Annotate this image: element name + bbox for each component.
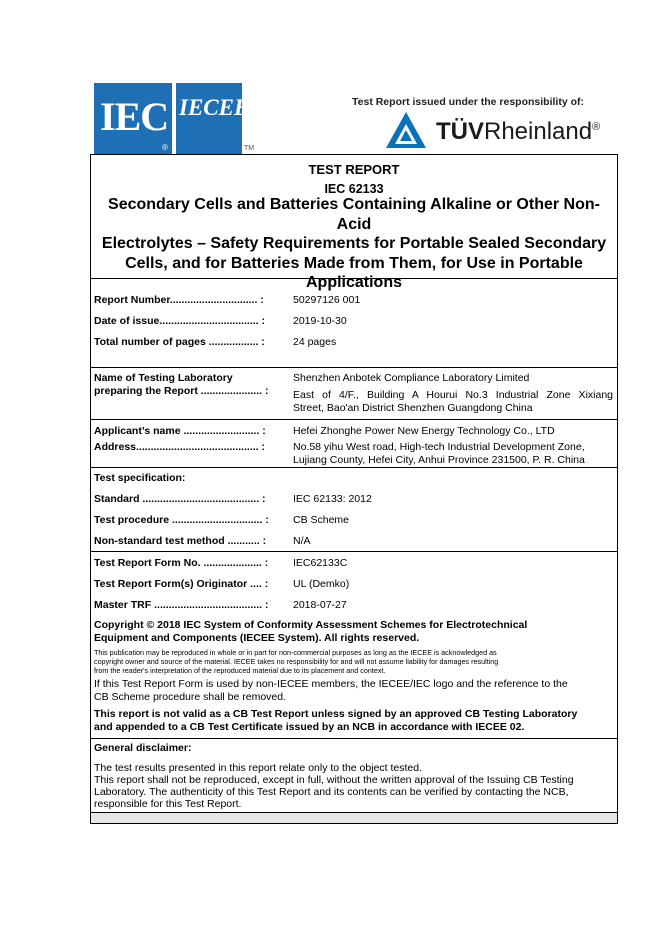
disclaimer-line-3: Laboratory. The authenticity of this Test Report and its contents can be verified by contacting the NCB, bbox=[94, 786, 569, 798]
disclaimer-heading: General disclaimer: bbox=[94, 742, 192, 754]
report-title: Secondary Cells and Batteries Containing Alkaline or Other Non-Acid Electrolytes – Safety Requirements for Portable Sealed Secondary Cells, and for Batteries Made from Them, for Use in Portable Applications bbox=[101, 196, 607, 291]
standard-heading: IEC 62133 bbox=[324, 182, 384, 196]
report-frame bbox=[90, 154, 618, 824]
disclaimer-line-1: The test results presented in this report relate only to the object tested. bbox=[94, 762, 423, 774]
date-of-issue-value: 2019-10-30 bbox=[293, 315, 347, 327]
copyright-small-1: This publication may be reproduced in whole or in part for non-commercial purposes as long as the IECEE is acknowledged as bbox=[94, 648, 497, 657]
trf-originator-label: Test Report Form(s) Originator .... : bbox=[94, 578, 269, 590]
lab-address-1: East of 4/F., Building A Hourui No.3 Industrial Zone Xixiang bbox=[293, 389, 613, 401]
non-standard-label: Non-standard test method ........... : bbox=[94, 535, 267, 547]
standard-value: IEC 62133: 2012 bbox=[293, 493, 372, 505]
bottom-shaded-row bbox=[91, 813, 617, 823]
report-info-section bbox=[91, 278, 617, 368]
validity-line-1: This report is not valid as a CB Test Report unless signed by an approved CB Testing Laboratory bbox=[94, 708, 578, 720]
tuv-logo: TÜVRheinland® bbox=[384, 110, 594, 150]
copyright-line-1: Copyright © 2018 IEC System of Conformity Assessment Schemes for Electrotechnical bbox=[94, 619, 528, 631]
copyright-small-2: copyright owner and source of the material. IECEE takes no responsibility for and will not assume liability for damages resulting bbox=[94, 657, 499, 666]
master-trf-label: Master TRF ..................................... : bbox=[94, 599, 269, 611]
trf-originator-value: UL (Demko) bbox=[293, 578, 350, 590]
trf-no-value: IEC62133C bbox=[293, 557, 348, 569]
disclaimer-line-4: responsible for this Test Report. bbox=[94, 798, 242, 810]
title-section bbox=[91, 155, 617, 291]
test-spec-section bbox=[91, 467, 617, 552]
report-heading: TEST REPORT bbox=[308, 162, 400, 177]
notice-line-1: If this Test Report Form is used by non-IECEE members, the IECEE/IEC logo and the reference to the bbox=[94, 678, 568, 690]
lab-name: Shenzhen Anbotek Compliance Laboratory Limited bbox=[293, 372, 530, 384]
address-label: Address.......................................... : bbox=[94, 441, 265, 453]
notice-line-2: CB Scheme procedure shall be removed. bbox=[94, 691, 287, 703]
standard-label: Standard ........................................ : bbox=[94, 493, 266, 505]
total-pages-value: 24 pages bbox=[293, 336, 337, 348]
iec-logo: IEC ® bbox=[94, 83, 172, 155]
disclaimer-section bbox=[91, 738, 617, 813]
iec-iecee-logos: IEC ® IECEE TM bbox=[94, 83, 266, 155]
trf-no-label: Test Report Form No. .................... : bbox=[94, 557, 269, 569]
lab-label: Name of Testing Laboratory bbox=[94, 372, 233, 384]
iecee-logo: IECEE bbox=[176, 83, 242, 155]
test-procedure-value: CB Scheme bbox=[293, 514, 350, 526]
test-spec-heading: Test specification: bbox=[94, 472, 186, 484]
issued-under-text: Test Report issued under the responsibility of: bbox=[352, 96, 584, 108]
master-trf-value: 2018-07-27 bbox=[293, 599, 347, 611]
applicant-address-2: Lujiang County, Hefei City, Anhui Province 231500, P. R. China bbox=[293, 454, 585, 466]
applicant-name-label: Applicant’s name .......................... : bbox=[94, 425, 266, 437]
lab-label-2: preparing the Report ..................... : bbox=[94, 385, 269, 397]
non-standard-value: N/A bbox=[293, 535, 311, 547]
copyright-small-3: from the reader's interpretation of the reproduced material due to its placement and context. bbox=[94, 666, 386, 675]
report-number-value: 50297126 001 bbox=[293, 294, 361, 306]
report-number-label: Report Number.............................. : bbox=[94, 294, 264, 306]
validity-line-2: and appended to a CB Test Certificate issued by an NCB in accordance with IECEE 02. bbox=[94, 721, 525, 733]
disclaimer-line-2: This report shall not be reproduced, except in full, without the written approval of the Issuing CB Testing bbox=[94, 774, 574, 786]
tuv-triangle-icon bbox=[384, 110, 428, 150]
date-of-issue-label: Date of issue.................................. : bbox=[94, 315, 265, 327]
test-procedure-label: Test procedure ............................... : bbox=[94, 514, 269, 526]
applicant-name: Hefei Zhonghe Power New Energy Technology Co., LTD bbox=[293, 425, 555, 437]
copyright-line-2: Equipment and Components (IECEE System). All rights reserved. bbox=[94, 632, 420, 644]
applicant-section bbox=[91, 419, 617, 468]
lab-section bbox=[91, 367, 617, 420]
form-section bbox=[91, 551, 617, 739]
total-pages-label: Total number of pages ................. : bbox=[94, 336, 265, 348]
lab-address-2: Street, Bao'an District Shenzhen Guangdong China bbox=[293, 402, 533, 414]
applicant-address-1: No.58 yihu West road, High-tech Industrial Development Zone, bbox=[293, 441, 585, 453]
